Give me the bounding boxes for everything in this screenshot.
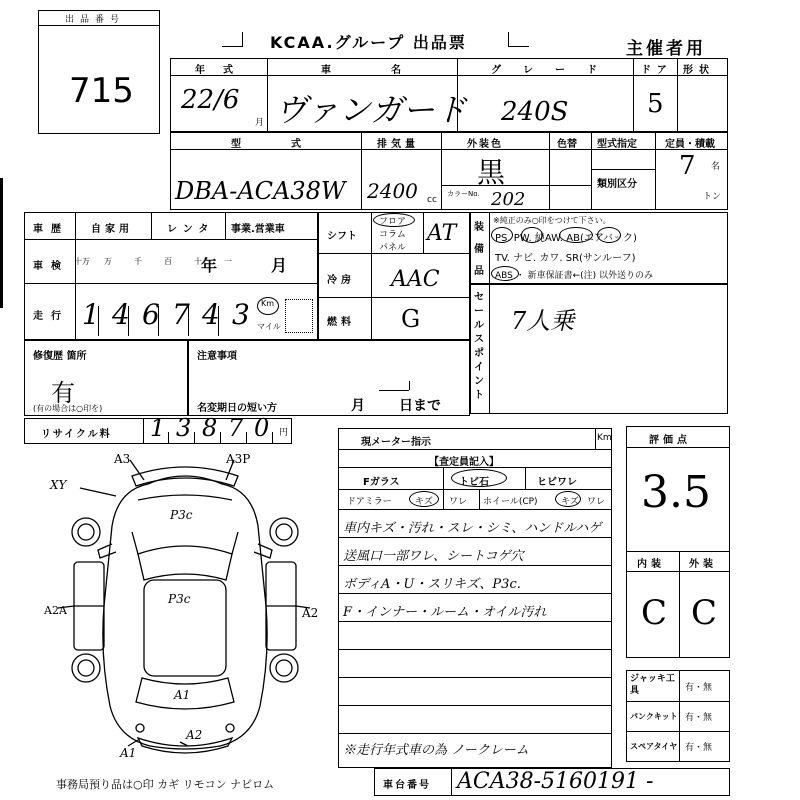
windshield [138, 546, 232, 580]
grade-value: 240S [501, 97, 569, 127]
org-title: KCAA.グループ 出品票 [270, 33, 467, 52]
mirror-scratch: キズ [415, 497, 433, 507]
odometer-digit: 7 [172, 298, 190, 331]
tyre-front-left [72, 518, 100, 546]
recycle-separator [272, 432, 273, 444]
tool-spare-value: 有・無 [685, 743, 713, 753]
notes-month: 月 [351, 398, 365, 414]
column-label: コラム [379, 230, 406, 240]
ab-circle [597, 227, 621, 243]
inspection-year: 年 [201, 256, 218, 275]
model-designation-label: 型式指定 [597, 139, 637, 150]
mark-a2-bottom: A2 [186, 728, 203, 742]
equipment-row2: TV. ナビ. カワ. SR(サンルーフ) [495, 253, 636, 264]
tyre-front-right [270, 518, 298, 546]
odometer-unit-label: 万 [104, 257, 112, 266]
ext-color-label: 外装色 [467, 139, 503, 150]
aw-circle [559, 227, 593, 243]
mirror-scratch-circle [409, 491, 439, 507]
wheel-scratch: キズ [561, 497, 579, 507]
chip-circle [451, 469, 507, 487]
tons-unit: トン [703, 192, 722, 202]
panel-label: パネル [379, 243, 407, 253]
ext-color-value: 黒 [477, 156, 506, 189]
equipment-row3: ABS ・ 新車保証書←(注) 以外送りのみ [495, 271, 654, 281]
color-code-label: カラーNo. [447, 190, 480, 198]
floor-circle [373, 213, 415, 227]
lot-number: 715 [69, 71, 134, 111]
mirror-crack: ワレ [449, 497, 468, 507]
crack-label: ヒビワレ [537, 477, 577, 488]
selling-point-text: 7人乗 [511, 307, 575, 335]
ac-value: AAC [391, 267, 440, 292]
mark-a1-bottom: A1 [120, 746, 137, 760]
inspector-note-3: ボディA・U・スリキズ、P3c. [343, 577, 521, 592]
recycle-separator [246, 432, 247, 444]
chassis-label: 車台番号 [383, 780, 431, 791]
year-value: 22/6 [181, 85, 240, 115]
yen-label: 円 [279, 428, 289, 438]
inspection-month: 月 [271, 256, 288, 275]
name-label: 車名 [321, 65, 461, 76]
odometer-digit: 4 [112, 298, 130, 331]
floor-label: フロア [379, 217, 407, 227]
inspector-note-1: 車内キズ・汚れ・スレ・シミ、ハンドルハゲ [343, 521, 602, 536]
mark-p3c-roof: P3c [168, 592, 191, 606]
repair-block [24, 340, 188, 416]
equipment-row1: PS. PW. 純AW. AB(エアバック) [495, 233, 637, 244]
vehicle-row [170, 58, 728, 132]
rental-label: レンタ [167, 224, 215, 235]
right-mirror [254, 544, 272, 558]
model-value: DBA-ACA38W [175, 177, 346, 205]
wheel-scratch-circle [555, 491, 581, 507]
bottom-note: ※走行年式車の為 ノークレーム [343, 743, 529, 758]
rear-bumper [138, 738, 232, 753]
mark-a2a: A2A [44, 604, 67, 617]
organizer-use: 主催者用 [626, 39, 706, 59]
car-damage-diagram [20, 446, 350, 766]
rating-block [626, 426, 730, 658]
persons-unit: 名 [711, 162, 721, 172]
lot-number-label: 出品番号 [65, 15, 126, 25]
inspector-note-2: 送風口一部ワレ、シートコゲ穴 [343, 549, 524, 564]
year-suffix: 月 [255, 118, 265, 128]
chip-label: トビ石 [459, 477, 489, 488]
color-code-value: 202 [491, 189, 526, 210]
overall-rating: 3.5 [641, 467, 711, 518]
inspector-note-4: F・インナー・ルーム・オイル汚れ [343, 605, 547, 620]
repair-value: 有 [51, 379, 75, 407]
shift-label: シフト [327, 231, 357, 242]
business-label: 事業.営業車 [231, 224, 285, 235]
drive-block [318, 212, 470, 340]
equipment-note: ※純正のみ○印をつけて下さい。 [493, 216, 611, 225]
meter-unit: Km [597, 433, 612, 443]
notes-block [188, 340, 470, 416]
odometer-unit-label: 十万 [74, 257, 90, 266]
edge-mark [0, 178, 3, 308]
mile-label: マイル [257, 322, 281, 331]
doors-value: 5 [647, 89, 664, 119]
grade-label: グレード [491, 65, 619, 76]
repair-label: 修復歴 箇所 [33, 351, 87, 362]
mileage-label: 走行 [33, 311, 69, 322]
recycle-separator [168, 432, 169, 444]
displacement-label: 排気量 [377, 139, 419, 150]
recycle-digit: 0 [254, 414, 270, 442]
wheel-crack: ワレ [587, 497, 606, 507]
model-label: 型式 [231, 139, 351, 150]
short-expiry-label: 名変期日の短い方 [197, 403, 277, 414]
cc-unit: cc [427, 195, 437, 205]
wheel-label: ホイール(CP) [483, 497, 538, 507]
odometer-digit: 6 [142, 298, 160, 331]
notes-label: 注意事項 [197, 351, 237, 362]
recycle-digit: 8 [202, 414, 218, 442]
recycle-digit: 3 [176, 414, 192, 442]
tools-block [626, 670, 730, 762]
left-mirror [98, 544, 116, 558]
chassis-block [374, 768, 730, 796]
odometer-unit-label: 十 [194, 257, 202, 266]
capacity-value: 7 [679, 151, 696, 181]
year-label: 年式 [195, 65, 251, 76]
abs-circle [491, 266, 519, 281]
exterior-label: 外装 [689, 559, 717, 570]
selling-point-label: セールスポイント [474, 292, 484, 401]
fuel-value: G [401, 305, 421, 333]
tyre-rear-right [270, 654, 298, 682]
odometer-unit-label: 百 [164, 257, 172, 266]
odometer-unit-label: 一 [224, 257, 232, 266]
lot-number-box [38, 10, 160, 134]
tool-puncture-label: パンクキット [630, 712, 678, 721]
class-label: 類別区分 [597, 179, 637, 190]
tool-jack-value: 有・無 [685, 683, 713, 693]
equipment-label: 装備品 [474, 222, 484, 277]
notes-day: 日まで [399, 398, 441, 414]
office-note: 事務局預り品は○印 カギ リモコン ナビロム [56, 778, 275, 791]
inspection-header: 【査定員記入】 [429, 457, 499, 468]
private-label: 自家用 [91, 224, 133, 235]
recycle-digit: 1 [150, 414, 166, 442]
mark-p3c-top: P3c [170, 508, 193, 522]
repair-note: (有の場合は○印を) [33, 404, 103, 413]
odometer-digit: 3 [232, 298, 250, 331]
shape-label: 形状 [683, 65, 715, 76]
km-label: Km [261, 299, 275, 308]
corner-marks [508, 32, 529, 47]
tool-jack-label: ジャッキ工具 [630, 674, 675, 696]
tool-spare-label: スペアタイヤ [630, 742, 678, 751]
mark-xy: XY [50, 478, 67, 492]
ac-label: 冷房 [327, 275, 355, 286]
meter-label: 現メーター指示 [361, 437, 431, 448]
vehicle-name: ヴァンガード [275, 91, 467, 129]
odometer-digit: 4 [202, 298, 220, 331]
mark-a2-right: A2 [302, 606, 319, 620]
rating-label: 評価点 [649, 435, 691, 446]
equipment-block [470, 212, 728, 284]
mark-a1-rear: A1 [174, 688, 191, 702]
recycle-digit: 7 [228, 414, 244, 442]
shift-value: AT [427, 221, 457, 246]
model-row [170, 132, 728, 210]
odometer-dotted-box [285, 299, 313, 333]
odometer-unit-label: 千 [134, 257, 142, 266]
pw-circle [521, 227, 543, 243]
color-change-label: 色替 [557, 139, 577, 150]
door-mirror-label: ドアミラー [347, 497, 392, 507]
interior-rating: C [641, 593, 668, 633]
exterior-rating: C [691, 593, 718, 633]
chassis-value: ACA38-5160191 - [457, 769, 654, 794]
displacement-value: 2400 [367, 179, 418, 203]
interior-label: 内装 [637, 559, 665, 570]
recycle-separator [220, 432, 221, 444]
history-label: 車歴 [33, 224, 69, 235]
mark-a3: A3 [114, 452, 131, 466]
capacity-label: 定員・積載 [665, 139, 715, 150]
recycle-separator [194, 432, 195, 444]
tyre-rear-left [72, 654, 100, 682]
corner-marks [222, 32, 243, 47]
f-glass-label: Fガラス [363, 477, 400, 488]
recycle-label: リサイクル料 [41, 429, 112, 440]
odometer-digit: 1 [82, 298, 100, 331]
doors-label: ドア [641, 65, 673, 76]
tool-puncture-value: 有・無 [685, 713, 713, 723]
ps-circle [491, 227, 513, 243]
selling-point-block [470, 284, 728, 414]
inspection-label: 車検 [33, 261, 69, 272]
fuel-label: 燃料 [327, 317, 355, 328]
meter-block [338, 428, 612, 768]
history-block [24, 212, 318, 340]
mark-a3p: A3P [226, 452, 251, 466]
